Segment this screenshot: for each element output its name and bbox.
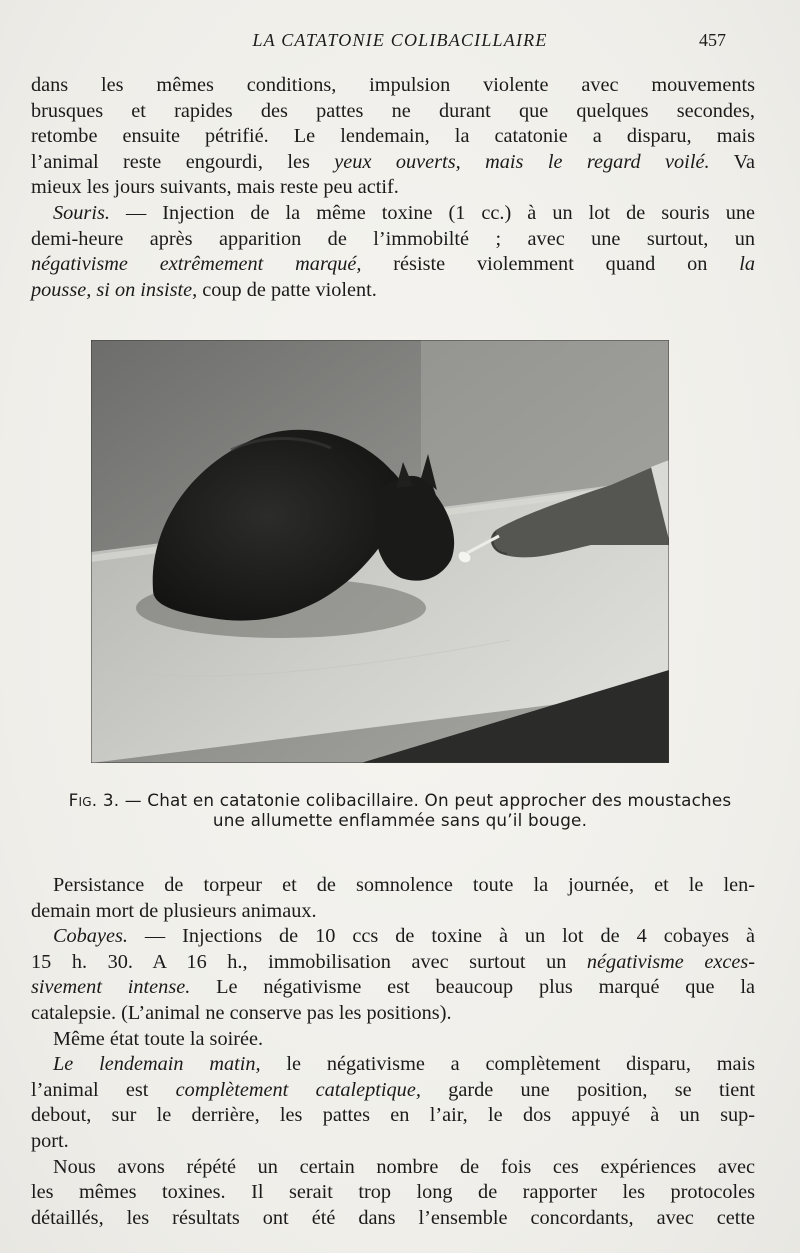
figure-photograph	[91, 340, 669, 763]
page-number: 457	[699, 30, 726, 50]
text-line	[31, 278, 755, 304]
running-title: LA CATATONIE COLIBACILLAIRE	[252, 30, 548, 50]
italic-emphasis: négativisme exces-	[586, 950, 755, 973]
text-run: Le négativisme est beaucoup plus marqué que la	[190, 976, 756, 999]
italic-emphasis: pousse, si on insiste,	[31, 278, 198, 301]
text-line: brusques et rapides des pattes ne durant que quelques secondes,	[31, 99, 755, 122]
italic-emphasis: yeux ouverts, mais le regard voilé.	[334, 150, 710, 173]
text-run: l’animal est	[31, 1078, 176, 1101]
italic-emphasis: sivement intense.	[31, 976, 191, 999]
paragraph-torpeur	[31, 873, 755, 924]
text-line: mieux les jours suivants, mais reste peu actif.	[31, 176, 399, 199]
text-run: — Injection de la même toxine (1 cc.) à un lot de souris une	[109, 201, 755, 224]
page-header	[0, 26, 800, 56]
top-text-block	[31, 73, 755, 303]
caption-line: une allumette enflammée sans qu’il bouge.	[212, 810, 588, 830]
text-run: garde une position, se tient	[420, 1078, 756, 1101]
text-line: retombe ensuite pétrifié. Le lendemain, la catatonie a disparu, mais	[31, 125, 755, 148]
italic-emphasis: Souris.	[53, 201, 110, 224]
text-line	[31, 201, 755, 227]
text-line	[31, 975, 755, 1001]
italic-emphasis: la	[739, 253, 755, 276]
text-line	[31, 252, 755, 278]
italic-emphasis: Le lendemain matin,	[53, 1053, 261, 1076]
text-line: détaillés, les résultats ont été dans l’ensemble concordants, avec cette	[31, 1206, 755, 1229]
paragraph-cobayes	[31, 924, 755, 1026]
figure-label: Fig. 3.	[68, 790, 120, 810]
text-line	[31, 950, 755, 976]
text-run: Va	[709, 150, 755, 173]
paragraph-souris	[31, 201, 755, 303]
text-line: demi-heure après apparition de l’immobilté ; avec une surtout, un	[31, 227, 755, 250]
text-run: coup de patte violent.	[197, 278, 377, 301]
paragraph-soiree	[31, 1027, 755, 1053]
cat-photo-illustration	[91, 340, 669, 763]
paragraph-continuation	[31, 73, 755, 201]
text-line: catalepsie. (L’animal ne conserve pas les positions).	[31, 1001, 452, 1024]
italic-emphasis: Cobayes.	[53, 925, 128, 948]
text-line: Persistance de torpeur et de somnolence toute la journée, et le len-	[53, 874, 755, 896]
text-run: 15 h. 30. A 16 h., immobilisation avec surtout un	[31, 950, 587, 973]
text-line	[31, 150, 755, 176]
text-line: dans les mêmes conditions, impulsion violente avec mouvements	[31, 74, 755, 96]
italic-emphasis: négativisme extrêmement marqué,	[31, 253, 362, 276]
bottom-text-block	[31, 873, 755, 1231]
paragraph-lendemain	[31, 1052, 755, 1154]
text-line	[31, 1052, 755, 1078]
text-line: Même état toute la soirée.	[53, 1027, 264, 1050]
text-line: Nous avons répété un certain nombre de fois ces expériences avec	[53, 1155, 755, 1178]
text-line	[31, 1078, 755, 1104]
figure-caption	[40, 790, 760, 830]
text-run: résiste violemment quand on	[361, 253, 740, 276]
paragraph-experiences	[31, 1155, 755, 1232]
caption-line	[40, 790, 760, 810]
caption-text: — Chat en catatonie colibacillaire. On peut approcher des moustaches	[119, 790, 732, 810]
italic-emphasis: complètement cataleptique,	[175, 1078, 421, 1101]
text-line: debout, sur le derrière, les pattes en l’air, le dos appuyé à un sup-	[31, 1104, 755, 1127]
text-run: — Injections de 10 ccs de toxine à un lot de 4 cobayes à	[127, 925, 755, 948]
text-line: demain mort de plusieurs animaux.	[31, 899, 317, 922]
text-line	[31, 924, 755, 950]
text-run: l’animal reste engourdi, les	[31, 150, 335, 173]
text-line: les mêmes toxines. Il serait trop long de rapporter les protocoles	[31, 1181, 755, 1204]
text-run: le négativisme a complètement disparu, mais	[260, 1053, 755, 1076]
text-line: port.	[31, 1129, 69, 1152]
